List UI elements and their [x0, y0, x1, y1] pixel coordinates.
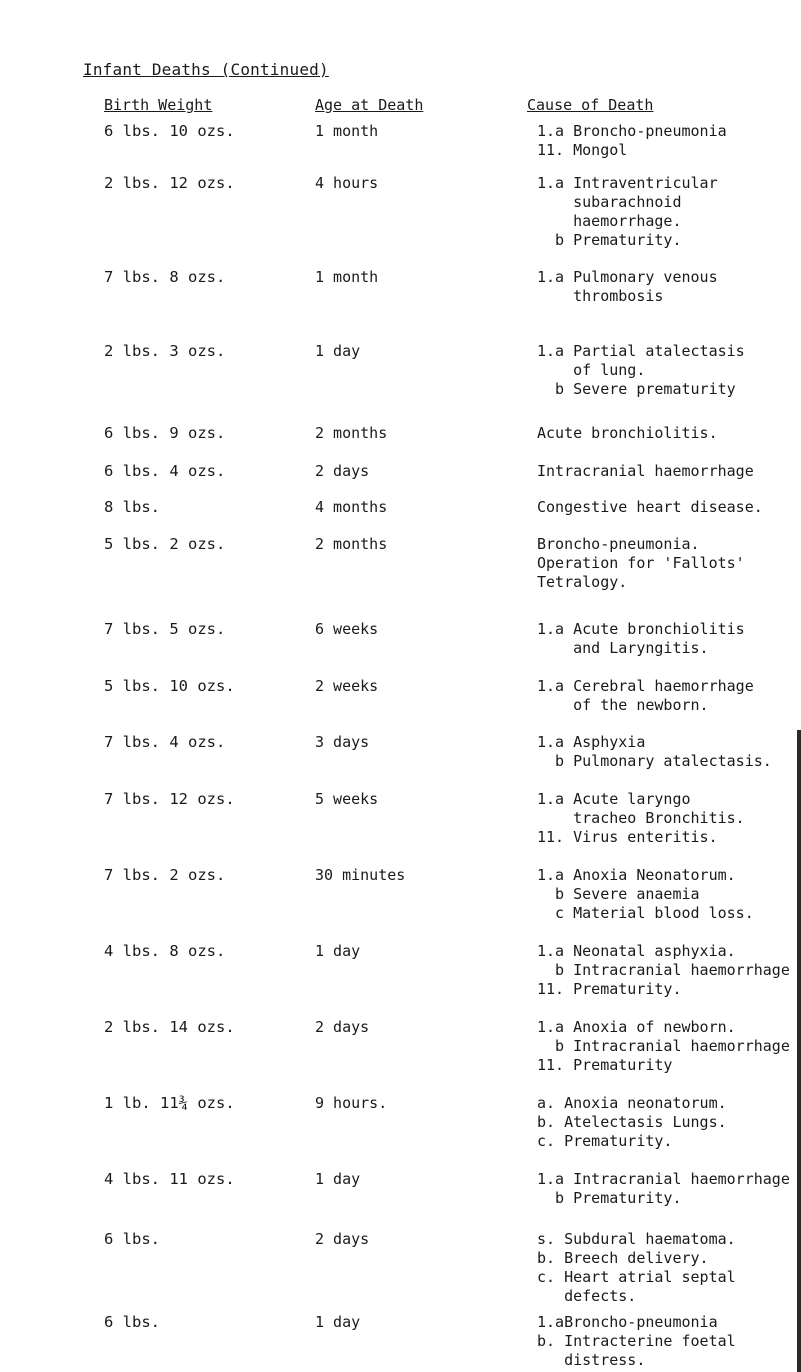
cause-of-death-cell — [537, 866, 754, 923]
cause-of-death-cell — [537, 790, 745, 847]
birth-weight-cell: 5 lbs. 10 ozs. — [104, 677, 235, 695]
cause-line: b Intracranial haemorrhage — [537, 1037, 790, 1055]
cause-of-death-cell — [537, 1170, 790, 1208]
age-at-death-cell: 2 days — [315, 1230, 370, 1248]
age-at-death-cell: 2 weeks — [315, 677, 379, 695]
cause-line: b Prematurity. — [537, 231, 682, 249]
birth-weight-cell: 7 lbs. 2 ozs. — [104, 866, 226, 884]
cause-line: subarachnoid — [537, 193, 682, 211]
age-at-death-cell: 2 months — [315, 535, 388, 553]
cause-of-death-cell — [537, 1094, 727, 1151]
birth-weight-cell: 6 lbs. — [104, 1313, 160, 1331]
age-at-death-cell: 30 minutes — [315, 866, 406, 884]
age-at-death-cell: 2 months — [315, 424, 388, 442]
cause-line: thrombosis — [537, 287, 664, 305]
cause-line: b. Breech delivery. — [537, 1249, 709, 1267]
age-at-death-cell: 9 hours. — [315, 1094, 388, 1112]
birth-weight-cell: 7 lbs. 12 ozs. — [104, 790, 235, 808]
column-header-age-at-death: Age at Death — [315, 96, 424, 114]
birth-weight-cell: 6 lbs. 4 ozs. — [104, 462, 226, 480]
cause-line: b. Intracterine foetal — [537, 1332, 736, 1350]
cause-of-death-cell — [537, 535, 745, 592]
cause-of-death-cell — [537, 1313, 736, 1370]
cause-of-death-cell — [537, 462, 754, 481]
birth-weight-cell: 7 lbs. 8 ozs. — [104, 268, 226, 286]
birth-weight-cell: 8 lbs. — [104, 498, 160, 516]
cause-of-death-cell — [537, 268, 718, 306]
cause-line: 1.a Partial atalectasis — [537, 342, 745, 360]
birth-weight-cell: 2 lbs. 12 ozs. — [104, 174, 235, 192]
cause-of-death-cell — [537, 942, 790, 999]
cause-line: b Prematurity. — [537, 1189, 682, 1207]
birth-weight-cell: 2 lbs. 3 ozs. — [104, 342, 226, 360]
birth-weight-cell: 7 lbs. 4 ozs. — [104, 733, 226, 751]
cause-line: haemorrhage. — [537, 212, 682, 230]
cause-line: Operation for 'Fallots' — [537, 554, 745, 572]
cause-of-death-cell — [537, 122, 727, 160]
cause-line: c. Prematurity. — [537, 1132, 673, 1150]
cause-of-death-cell — [537, 733, 772, 771]
age-at-death-cell: 1 month — [315, 268, 379, 286]
cause-line: 1.a Intraventricular — [537, 174, 718, 192]
cause-line: 1.a Broncho-pneumonia — [537, 122, 727, 140]
cause-line: defects. — [537, 1287, 637, 1305]
cause-of-death-cell — [537, 1230, 736, 1306]
cause-line: 11. Mongol — [537, 141, 628, 159]
cause-line: b Pulmonary atalectasis. — [537, 752, 772, 770]
column-header-cause-of-death: Cause of Death — [527, 96, 654, 114]
cause-line: 1.a Acute bronchiolitis — [537, 620, 745, 638]
birth-weight-cell: 2 lbs. 14 ozs. — [104, 1018, 235, 1036]
cause-line: and Laryngitis. — [537, 639, 709, 657]
age-at-death-cell: 6 weeks — [315, 620, 379, 638]
cause-line: 11. Prematurity. — [537, 980, 682, 998]
cause-line: 1.a Cerebral haemorrhage — [537, 677, 754, 695]
cause-line: 1.a Pulmonary venous — [537, 268, 718, 286]
age-at-death-cell: 5 weeks — [315, 790, 379, 808]
cause-line: 1.aBroncho-pneumonia — [537, 1313, 718, 1331]
birth-weight-cell: 6 lbs. — [104, 1230, 160, 1248]
cause-line: 1.a Neonatal asphyxia. — [537, 942, 736, 960]
cause-line: b Severe prematurity — [537, 380, 736, 398]
age-at-death-cell: 3 days — [315, 733, 370, 751]
cause-line: 1.a Asphyxia — [537, 733, 646, 751]
age-at-death-cell: 1 month — [315, 122, 379, 140]
cause-line: Broncho-pneumonia. — [537, 535, 700, 553]
page-title: Infant Deaths (Continued) — [83, 60, 329, 79]
cause-line: b. Atelectasis Lungs. — [537, 1113, 727, 1131]
cause-of-death-cell — [537, 424, 718, 443]
cause-line: Intracranial haemorrhage — [537, 462, 754, 480]
cause-line: of the newborn. — [537, 696, 709, 714]
cause-line: 11. Prematurity — [537, 1056, 673, 1074]
age-at-death-cell: 4 months — [315, 498, 388, 516]
age-at-death-cell: 1 day — [315, 342, 361, 360]
birth-weight-cell: 6 lbs. 10 ozs. — [104, 122, 235, 140]
cause-line: b Severe anaemia — [537, 885, 700, 903]
cause-line: tracheo Bronchitis. — [537, 809, 745, 827]
cause-of-death-cell — [537, 677, 754, 715]
birth-weight-cell: 4 lbs. 11 ozs. — [104, 1170, 235, 1188]
cause-of-death-cell — [537, 342, 745, 399]
age-at-death-cell: 4 hours — [315, 174, 379, 192]
scan-edge-shadow — [797, 730, 801, 1372]
cause-of-death-cell — [537, 498, 763, 517]
cause-line: a. Anoxia neonatorum. — [537, 1094, 727, 1112]
birth-weight-cell: 6 lbs. 9 ozs. — [104, 424, 226, 442]
cause-line: 1.a Intracranial haemorrhage — [537, 1170, 790, 1188]
cause-line: c Material blood loss. — [537, 904, 754, 922]
cause-line: distress. — [537, 1351, 646, 1369]
cause-line: c. Heart atrial septal — [537, 1268, 736, 1286]
age-at-death-cell: 1 day — [315, 942, 361, 960]
age-at-death-cell: 2 days — [315, 462, 370, 480]
cause-line: 11. Virus enteritis. — [537, 828, 718, 846]
cause-of-death-cell — [537, 1018, 790, 1075]
cause-line: 1.a Anoxia Neonatorum. — [537, 866, 736, 884]
cause-line: of lung. — [537, 361, 646, 379]
birth-weight-cell: 5 lbs. 2 ozs. — [104, 535, 226, 553]
cause-line: Acute bronchiolitis. — [537, 424, 718, 442]
cause-line: Tetralogy. — [537, 573, 628, 591]
cause-line: 1.a Acute laryngo — [537, 790, 691, 808]
age-at-death-cell: 2 days — [315, 1018, 370, 1036]
cause-line: 1.a Anoxia of newborn. — [537, 1018, 736, 1036]
column-header-birth-weight: Birth Weight — [104, 96, 213, 114]
birth-weight-cell: 4 lbs. 8 ozs. — [104, 942, 226, 960]
cause-of-death-cell — [537, 174, 718, 250]
cause-of-death-cell — [537, 620, 745, 658]
cause-line: Congestive heart disease. — [537, 498, 763, 516]
birth-weight-cell: 7 lbs. 5 ozs. — [104, 620, 226, 638]
age-at-death-cell: 1 day — [315, 1170, 361, 1188]
age-at-death-cell: 1 day — [315, 1313, 361, 1331]
birth-weight-cell: 1 lb. 11¾ ozs. — [104, 1094, 235, 1112]
cause-line: s. Subdural haematoma. — [537, 1230, 736, 1248]
cause-line: b Intracranial haemorrhage — [537, 961, 790, 979]
